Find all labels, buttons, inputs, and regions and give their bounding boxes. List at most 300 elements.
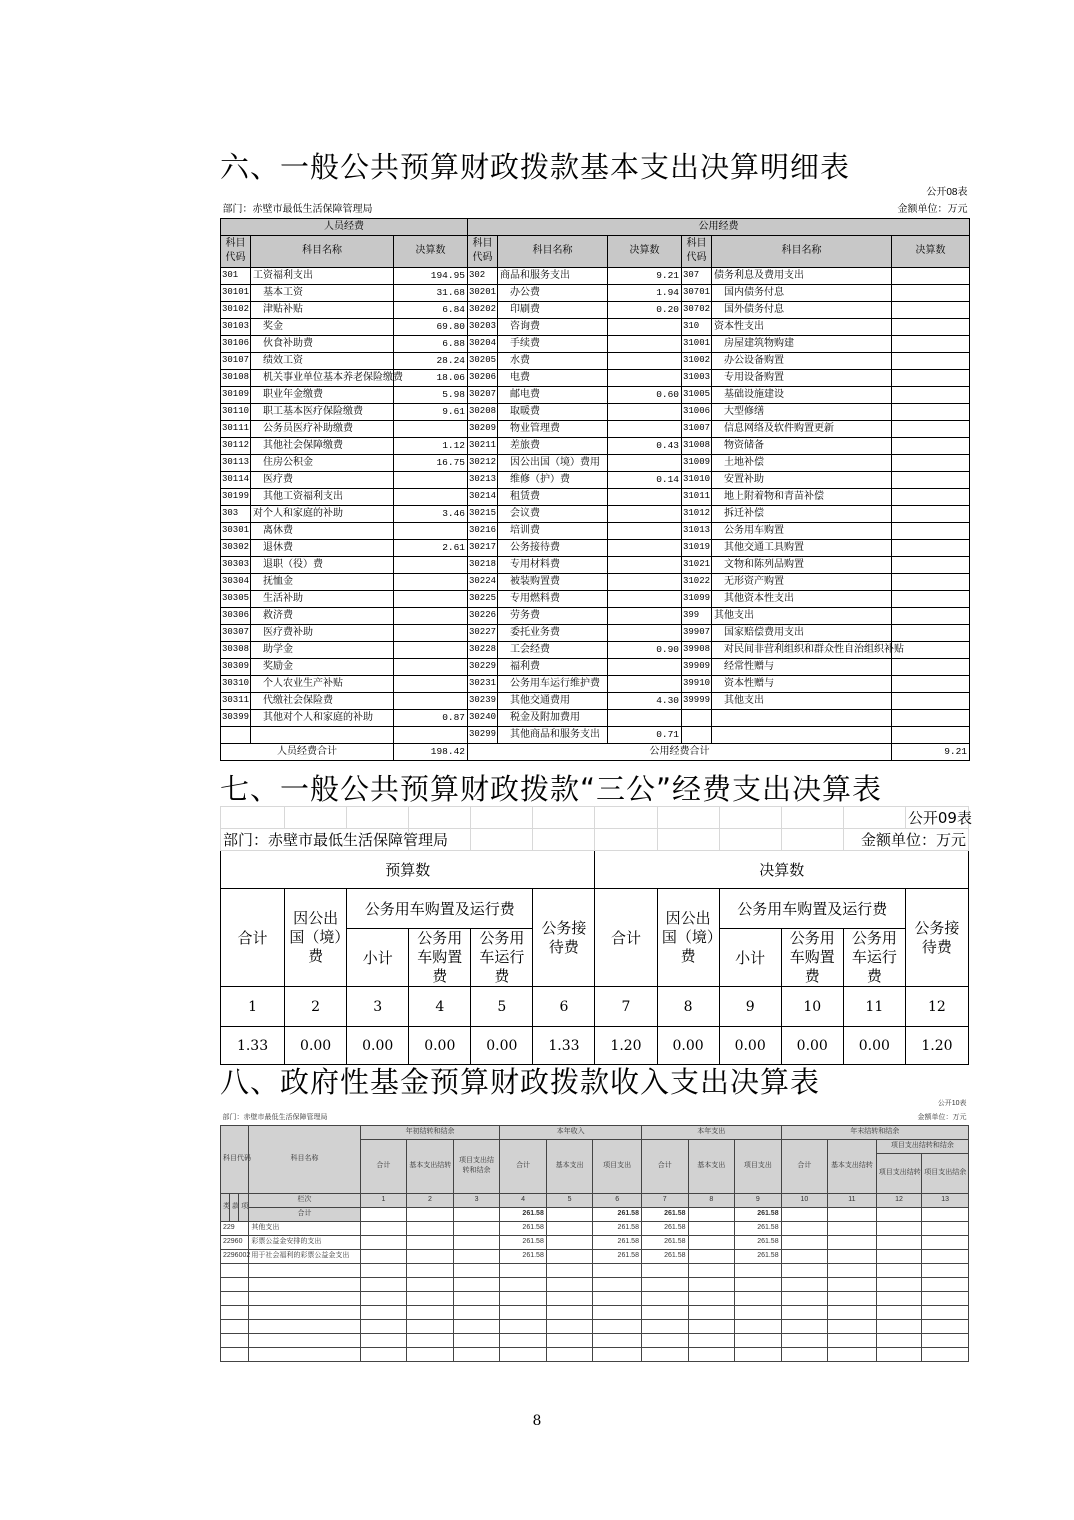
amount — [892, 284, 970, 301]
subject-code: 31011 — [682, 488, 712, 505]
amount-cell — [688, 1319, 735, 1333]
col-project-carry: 项目支出结转 — [876, 1153, 922, 1193]
subject-name — [251, 726, 394, 743]
total-cell — [876, 1207, 922, 1221]
total-personnel-label: 人员经费合计 — [221, 743, 394, 760]
subject-code: 30205 — [468, 352, 498, 369]
amount — [892, 488, 970, 505]
group-begin: 年初结转和结余 — [360, 1125, 500, 1139]
table-row — [221, 556, 970, 573]
subject-code: 303 — [221, 505, 251, 522]
subject-name: 其他交通工具购置 — [712, 539, 892, 556]
subject-code — [221, 1319, 249, 1333]
amount-cell — [781, 1221, 828, 1235]
amount-cell — [781, 1263, 828, 1277]
col-project-exp: 项目支出 — [593, 1139, 642, 1193]
amount-cell — [688, 1235, 735, 1249]
table-row — [221, 335, 970, 352]
subject-name: 津贴补贴 — [251, 301, 394, 318]
subject-name: 助学金 — [251, 641, 394, 658]
subject-name: 基本工资 — [251, 284, 394, 301]
subject-code: 310 — [682, 318, 712, 335]
amount-cell — [546, 1305, 593, 1319]
total-public-value: 9.21 — [892, 743, 970, 760]
amount — [608, 607, 682, 624]
col-basic-exp: 基本支出 — [546, 1139, 593, 1193]
amount-cell — [735, 1319, 782, 1333]
subject-name: 住房公积金 — [251, 454, 394, 471]
subject-name: 国外债务付息 — [712, 301, 892, 318]
amount-cell — [876, 1305, 922, 1319]
total-cell — [781, 1207, 828, 1221]
table-row — [221, 607, 970, 624]
subject-code: 30209 — [468, 420, 498, 437]
table-row — [221, 1277, 969, 1291]
amount-cell — [360, 1277, 407, 1291]
amount-cell — [828, 1291, 877, 1305]
subject-code: 30701 — [682, 284, 712, 301]
subject-code: 30304 — [221, 573, 251, 590]
table-row — [221, 539, 970, 556]
subject-code — [221, 726, 251, 743]
amount: 0.71 — [608, 726, 682, 743]
amount — [394, 522, 468, 539]
amount-cell — [546, 1333, 593, 1347]
amount — [608, 369, 682, 386]
amount — [892, 624, 970, 641]
total-cell: 261.58 — [593, 1207, 642, 1221]
subject-name: 其他支出 — [712, 692, 892, 709]
subject-name — [249, 1277, 360, 1291]
subject-name: 专用材料费 — [498, 556, 608, 573]
amount-cell: 261.58 — [593, 1235, 642, 1249]
amount-cell — [828, 1319, 877, 1333]
amount-cell: 1.20 — [905, 1027, 968, 1065]
amount — [394, 607, 468, 624]
table-row — [221, 505, 970, 522]
subject-name: 邮电费 — [498, 386, 608, 403]
subject-name: 其他对个人和家庭的补助 — [251, 709, 394, 726]
amount — [394, 692, 468, 709]
amount — [608, 658, 682, 675]
column-number: 12 — [876, 1193, 922, 1207]
subject-name — [249, 1305, 360, 1319]
table-row — [221, 386, 970, 403]
subject-name: 资本性支出 — [712, 318, 892, 335]
amount-cell — [360, 1319, 407, 1333]
amount-cell — [453, 1277, 500, 1291]
table-row — [221, 1305, 969, 1319]
column-number: 8 — [688, 1193, 735, 1207]
subject-code: 30309 — [221, 658, 251, 675]
subject-code: 30103 — [221, 318, 251, 335]
subject-code: 30306 — [221, 607, 251, 624]
col-total: 合计 — [641, 1139, 688, 1193]
section7-title: 七、一般公共预算财政拨款“三公”经费支出决算表 — [220, 772, 883, 806]
amount — [394, 488, 468, 505]
subject-name: 公务用车运行维护费 — [498, 675, 608, 692]
subject-name: 电费 — [498, 369, 608, 386]
amount-cell — [453, 1263, 500, 1277]
subject-name — [712, 726, 892, 743]
amount-cell: 0.00 — [719, 1027, 781, 1065]
amount — [608, 590, 682, 607]
subject-name: 职工基本医疗保险缴费 — [251, 403, 394, 420]
subject-code: 31099 — [682, 590, 712, 607]
subject-code — [682, 726, 712, 743]
subject-name: 取暖费 — [498, 403, 608, 420]
subject-code: 30227 — [468, 624, 498, 641]
table-number: 公开10表 — [937, 1100, 967, 1107]
subject-name: 手续费 — [498, 335, 608, 352]
subject-name: 工会经费 — [498, 641, 608, 658]
amount-cell — [546, 1319, 593, 1333]
subject-code: 31022 — [682, 573, 712, 590]
amount-cell — [407, 1319, 454, 1333]
amount-cell — [688, 1291, 735, 1305]
col-car-buy: 公务用车购置费 — [409, 929, 471, 987]
subject-code: 31003 — [682, 369, 712, 386]
amount-cell — [828, 1249, 877, 1263]
total-personnel-value: 198.42 — [394, 743, 468, 760]
amount — [394, 658, 468, 675]
subject-code: 307 — [682, 267, 712, 284]
department-label: 部门：赤壁市最低生活保障管理局 — [222, 203, 373, 215]
column-number: 9 — [735, 1193, 782, 1207]
column-number: 5 — [546, 1193, 593, 1207]
amount — [608, 522, 682, 539]
table-row — [221, 1235, 969, 1249]
subject-name: 绩效工资 — [251, 352, 394, 369]
col-basic-balance: 基本支出结转 — [828, 1139, 877, 1193]
subject-name: 办公设备购置 — [712, 352, 892, 369]
col-class: 类 — [221, 1193, 230, 1221]
amount-cell — [876, 1319, 922, 1333]
amount-cell — [688, 1277, 735, 1291]
subject-name: 医疗费 — [251, 471, 394, 488]
subject-code: 30311 — [221, 692, 251, 709]
amount — [394, 641, 468, 658]
amount — [608, 505, 682, 522]
subject-name: 商品和服务支出 — [498, 267, 608, 284]
subject-code: 30108 — [221, 369, 251, 386]
col-car: 公务用车购置及运行费 — [719, 889, 905, 929]
table-row — [221, 1319, 969, 1333]
amount — [394, 573, 468, 590]
table-row — [221, 726, 970, 743]
group-public: 公用经费 — [468, 218, 970, 235]
subject-code: 30208 — [468, 403, 498, 420]
amount-cell — [876, 1277, 922, 1291]
amount-cell — [876, 1347, 922, 1361]
subject-name — [249, 1263, 360, 1277]
amount-cell — [641, 1291, 688, 1305]
amount-cell: 261.58 — [593, 1221, 642, 1235]
amount-cell — [546, 1291, 593, 1305]
subject-code — [221, 1291, 249, 1305]
amount-cell — [641, 1333, 688, 1347]
subject-code: 30101 — [221, 284, 251, 301]
column-number: 7 — [641, 1193, 688, 1207]
department-label: 部门：赤壁市最低生活保障管理局 — [221, 829, 409, 851]
group-personnel: 人员经费 — [221, 218, 468, 235]
amount-cell — [407, 1291, 454, 1305]
amount-cell — [546, 1249, 593, 1263]
subject-name: 办公费 — [498, 284, 608, 301]
amount: 0.90 — [608, 641, 682, 658]
amount-cell — [876, 1291, 922, 1305]
col-project-balance: 项目支出结转和结余 — [453, 1139, 500, 1193]
table-row — [221, 267, 970, 284]
amount: 194.95 — [394, 267, 468, 284]
total-cell — [688, 1207, 735, 1221]
col-abroad: 因公出国（境）费 — [285, 889, 347, 987]
total-cell: 261.58 — [641, 1207, 688, 1221]
unit-label: 金额单位：万元 — [897, 203, 968, 215]
amount-cell — [360, 1305, 407, 1319]
column-number: 4 — [409, 987, 471, 1027]
amount-cell — [407, 1235, 454, 1249]
amount-cell — [922, 1249, 969, 1263]
subject-name: 大型修缮 — [712, 403, 892, 420]
subject-name: 维修（护）费 — [498, 471, 608, 488]
amount-cell — [922, 1235, 969, 1249]
amount — [394, 675, 468, 692]
amount-cell — [546, 1221, 593, 1235]
amount-cell — [360, 1333, 407, 1347]
column-number: 2 — [285, 987, 347, 1027]
col-total: 合计 — [781, 1139, 828, 1193]
amount-cell — [735, 1347, 782, 1361]
amount-cell — [922, 1333, 969, 1347]
subject-code: 30307 — [221, 624, 251, 641]
amount-cell — [922, 1277, 969, 1291]
amount-cell: 261.58 — [641, 1235, 688, 1249]
amount — [892, 437, 970, 454]
amount-cell — [735, 1333, 782, 1347]
subject-name: 咨询费 — [498, 318, 608, 335]
amount-cell — [688, 1347, 735, 1361]
subject-code: 30224 — [468, 573, 498, 590]
subject-code: 30204 — [468, 335, 498, 352]
amount — [892, 267, 970, 284]
amount-cell — [688, 1221, 735, 1235]
amount-cell — [360, 1291, 407, 1305]
subject-code: 30303 — [221, 556, 251, 573]
subject-name: 退休费 — [251, 539, 394, 556]
amount-cell — [828, 1277, 877, 1291]
table-row — [221, 692, 970, 709]
amount-cell — [360, 1347, 407, 1361]
subject-name: 经常性赠与 — [712, 658, 892, 675]
subject-name: 国内债务付息 — [712, 284, 892, 301]
subject-code — [221, 1277, 249, 1291]
amount-cell — [781, 1305, 828, 1319]
column-number: 8 — [657, 987, 719, 1027]
subject-code: 31019 — [682, 539, 712, 556]
subject-name: 救济费 — [251, 607, 394, 624]
amount — [608, 318, 682, 335]
table-row — [221, 284, 970, 301]
subject-code: 399 — [682, 607, 712, 624]
subject-code: 30225 — [468, 590, 498, 607]
amount-cell — [360, 1221, 407, 1235]
group-end: 年末结转和结余 — [781, 1125, 968, 1139]
table-row — [221, 1347, 969, 1361]
table-row — [221, 403, 970, 420]
amount-cell — [360, 1235, 407, 1249]
subject-name: 差旅费 — [498, 437, 608, 454]
table-row — [221, 471, 970, 488]
amount-cell — [781, 1291, 828, 1305]
table-row — [221, 318, 970, 335]
amount: 6.88 — [394, 335, 468, 352]
table-row — [221, 641, 970, 658]
col-name: 科目名称 — [249, 1125, 360, 1193]
column-number: 4 — [500, 1193, 547, 1207]
amount: 0.20 — [608, 301, 682, 318]
col-abroad: 因公出国（境）费 — [657, 889, 719, 987]
amount-cell — [735, 1305, 782, 1319]
amount-cell — [641, 1347, 688, 1361]
column-number: 6 — [533, 987, 595, 1027]
table-row — [221, 1221, 969, 1235]
col-reception: 公务接待费 — [533, 889, 595, 987]
amount-cell — [593, 1277, 642, 1291]
col-total: 合计 — [595, 889, 657, 987]
col-code: 科目代码 — [221, 1125, 249, 1193]
subject-code: 30305 — [221, 590, 251, 607]
subject-name: 专用燃料费 — [498, 590, 608, 607]
amount-cell — [453, 1235, 500, 1249]
amount-cell — [546, 1263, 593, 1277]
column-number: 1 — [221, 987, 285, 1027]
three-public-expense-table — [220, 806, 972, 1065]
section8-title: 八、政府性基金预算财政拨款收入支出决算表 — [220, 1065, 821, 1099]
amount-cell: 261.58 — [500, 1221, 547, 1235]
subject-code: 30231 — [468, 675, 498, 692]
subject-code: 30107 — [221, 352, 251, 369]
amount — [892, 658, 970, 675]
subject-name: 公务接待费 — [498, 539, 608, 556]
amount — [892, 726, 970, 743]
subject-code: 30399 — [221, 709, 251, 726]
amount-cell — [781, 1277, 828, 1291]
subject-code: 30302 — [221, 539, 251, 556]
amount-cell: 1.20 — [595, 1027, 657, 1065]
column-number: 13 — [922, 1193, 969, 1207]
subject-name: 生活补助 — [251, 590, 394, 607]
subject-code: 30112 — [221, 437, 251, 454]
col-basic-exp: 基本支出 — [688, 1139, 735, 1193]
subject-code: 30202 — [468, 301, 498, 318]
col-car: 公务用车购置及运行费 — [347, 889, 533, 929]
subject-code: 30228 — [468, 641, 498, 658]
amount-cell — [876, 1249, 922, 1263]
amount — [892, 522, 970, 539]
subject-name: 债务利息及费用支出 — [712, 267, 892, 284]
table-row — [221, 1249, 969, 1263]
subject-name: 委托业务费 — [498, 624, 608, 641]
subject-name: 培训费 — [498, 522, 608, 539]
amount-cell — [593, 1333, 642, 1347]
subject-code: 30199 — [221, 488, 251, 505]
amount-cell — [688, 1333, 735, 1347]
amount-cell — [641, 1319, 688, 1333]
subject-name: 奖励金 — [251, 658, 394, 675]
amount-cell — [593, 1305, 642, 1319]
amount-cell — [500, 1347, 547, 1361]
col-car-run: 公务用车运行费 — [471, 929, 533, 987]
subject-code: 31008 — [682, 437, 712, 454]
amount-cell — [500, 1305, 547, 1319]
subject-code: 30239 — [468, 692, 498, 709]
col-subtotal: 小计 — [347, 929, 409, 987]
amount-cell — [360, 1263, 407, 1277]
total-cell — [407, 1207, 454, 1221]
subject-name — [712, 709, 892, 726]
column-number: 7 — [595, 987, 657, 1027]
subject-code: 30226 — [468, 607, 498, 624]
amount: 0.60 — [608, 386, 682, 403]
subject-name: 物资储备 — [712, 437, 892, 454]
amount-cell: 1.33 — [533, 1027, 595, 1065]
amount — [608, 352, 682, 369]
amount-cell — [453, 1249, 500, 1263]
amount — [608, 539, 682, 556]
subject-code: 302 — [468, 267, 498, 284]
amount — [608, 420, 682, 437]
subject-code: 31007 — [682, 420, 712, 437]
subject-name: 水费 — [498, 352, 608, 369]
amount — [394, 420, 468, 437]
amount — [892, 454, 970, 471]
amount-cell — [453, 1319, 500, 1333]
table-row — [221, 437, 970, 454]
subject-name: 其他资本性支出 — [712, 590, 892, 607]
column-number: 6 — [593, 1193, 642, 1207]
amount-cell — [453, 1291, 500, 1305]
col-name: 科目名称 — [251, 235, 394, 267]
subject-code: 30206 — [468, 369, 498, 386]
subject-name: 退职（役）费 — [251, 556, 394, 573]
table-row — [221, 420, 970, 437]
amount-cell — [781, 1347, 828, 1361]
subject-name: 会议费 — [498, 505, 608, 522]
amount-cell — [453, 1333, 500, 1347]
subject-name: 其他支出 — [712, 607, 892, 624]
subject-name: 劳务费 — [498, 607, 608, 624]
amount-cell — [781, 1235, 828, 1249]
table-row — [221, 488, 970, 505]
subject-name — [249, 1333, 360, 1347]
amount-cell — [876, 1263, 922, 1277]
subject-code: 30702 — [682, 301, 712, 318]
subject-code: 31001 — [682, 335, 712, 352]
subject-name: 房屋建筑物购建 — [712, 335, 892, 352]
subject-name: 对个人和家庭的补助 — [251, 505, 394, 522]
amount-cell — [922, 1319, 969, 1333]
amount — [608, 624, 682, 641]
subject-code: 30106 — [221, 335, 251, 352]
subject-code: 30229 — [468, 658, 498, 675]
table-row — [221, 301, 970, 318]
subject-name: 机关事业单位基本养老保险缴费 — [251, 369, 394, 386]
amount-cell — [735, 1277, 782, 1291]
col-amount: 决算数 — [394, 235, 468, 267]
amount — [394, 726, 468, 743]
amount — [892, 607, 970, 624]
